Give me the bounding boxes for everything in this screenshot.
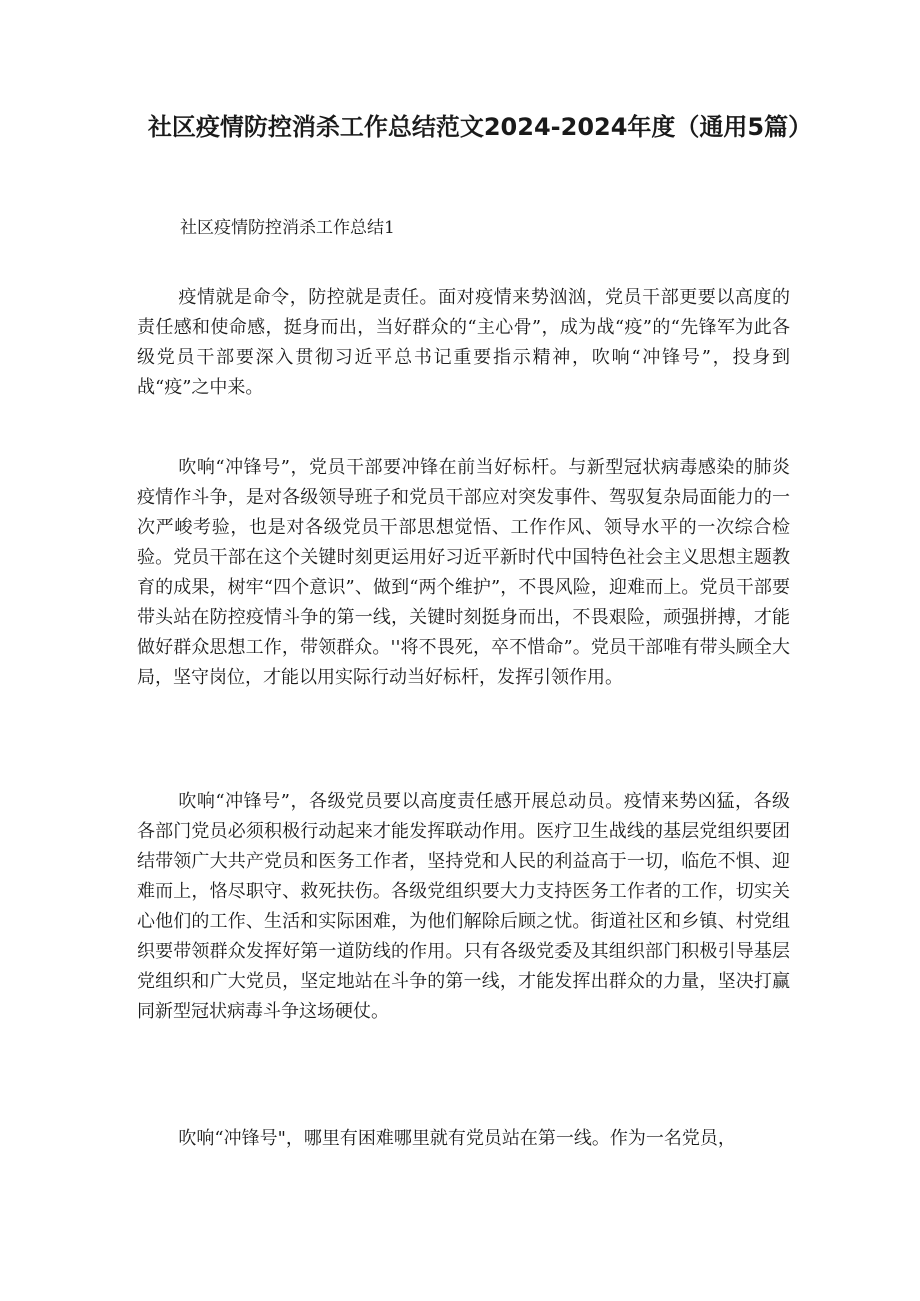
section-title: 社区疫情防控消杀工作总结1 bbox=[180, 218, 395, 238]
paragraph-4: 吹响“冲锋号"，哪里有困难哪里就有党员站在第一线。作为一名党员， bbox=[178, 1128, 736, 1149]
paragraph-3: 吹响“冲锋号”，各级党员要以高度责任感开展总动员。疫情来势凶猛，各级各部门党员必须积极行动起来才能发挥联动作用。医疗卫生战线的基层党组织要团结带领广大共产党员和医务工作者，坚持党和人民的利益高于一切，临危不惧、迎难而上，恪尽职守、救死扶伤。各级党组织要大力支持医务工作者的工作，切实关心他们的工作、生活和实际困难，为他们解除后顾之忧。街道社区和乡镇、村党组织要带领群众发挥好第一道防线的作用。只有各级党委及其组织部门积极引导基层党组织和广大党员，坚定地站在斗争的第一线，才能发挥出群众的力量，坚决打赢同新型冠状病毒斗争这场硬仗。 bbox=[137, 791, 790, 1022]
document-title: 社区疫情防控消杀工作总结范文2024-2024年度（通用5篇） bbox=[147, 113, 813, 141]
paragraph-1: 疫情就是命令，防控就是责任。面对疫情来势汹汹，党员干部更要以高度的责任感和使命感，挺身而出，当好群众的“主心骨”，成为战“疫”的“先锋军为此各级党员干部要深入贯彻习近平总书记重要指示精神，吹响“冲锋号”，投身到战“疫”之中来。 bbox=[137, 287, 790, 398]
paragraph-2: 吹响“冲锋号”，党员干部要冲锋在前当好标杆。与新型冠状病毒感染的肺炎疫情作斗争，是对各级领导班子和党员干部应对突发事件、驾驭复杂局面能力的一次严峻考验，也是对各级党员干部思想觉悟、工作作风、领导水平的一次综合检验。党员干部在这个关键时刻更运用好习近平新时代中国特色社会主义思想主题教育的成果，树牢“四个意识”、做到“两个维护”，不畏风险，迎难而上。党员干部要带头站在防控疫情斗争的第一线，关键时刻挺身而出，不畏艰险，顽强拼搏，才能做好群众思想工作，带领群众。''将不畏死，卒不惜命”。党员干部唯有带头顾全大局，坚守岗位，才能以用实际行动当好标杆，发挥引领作用。 bbox=[137, 457, 790, 688]
